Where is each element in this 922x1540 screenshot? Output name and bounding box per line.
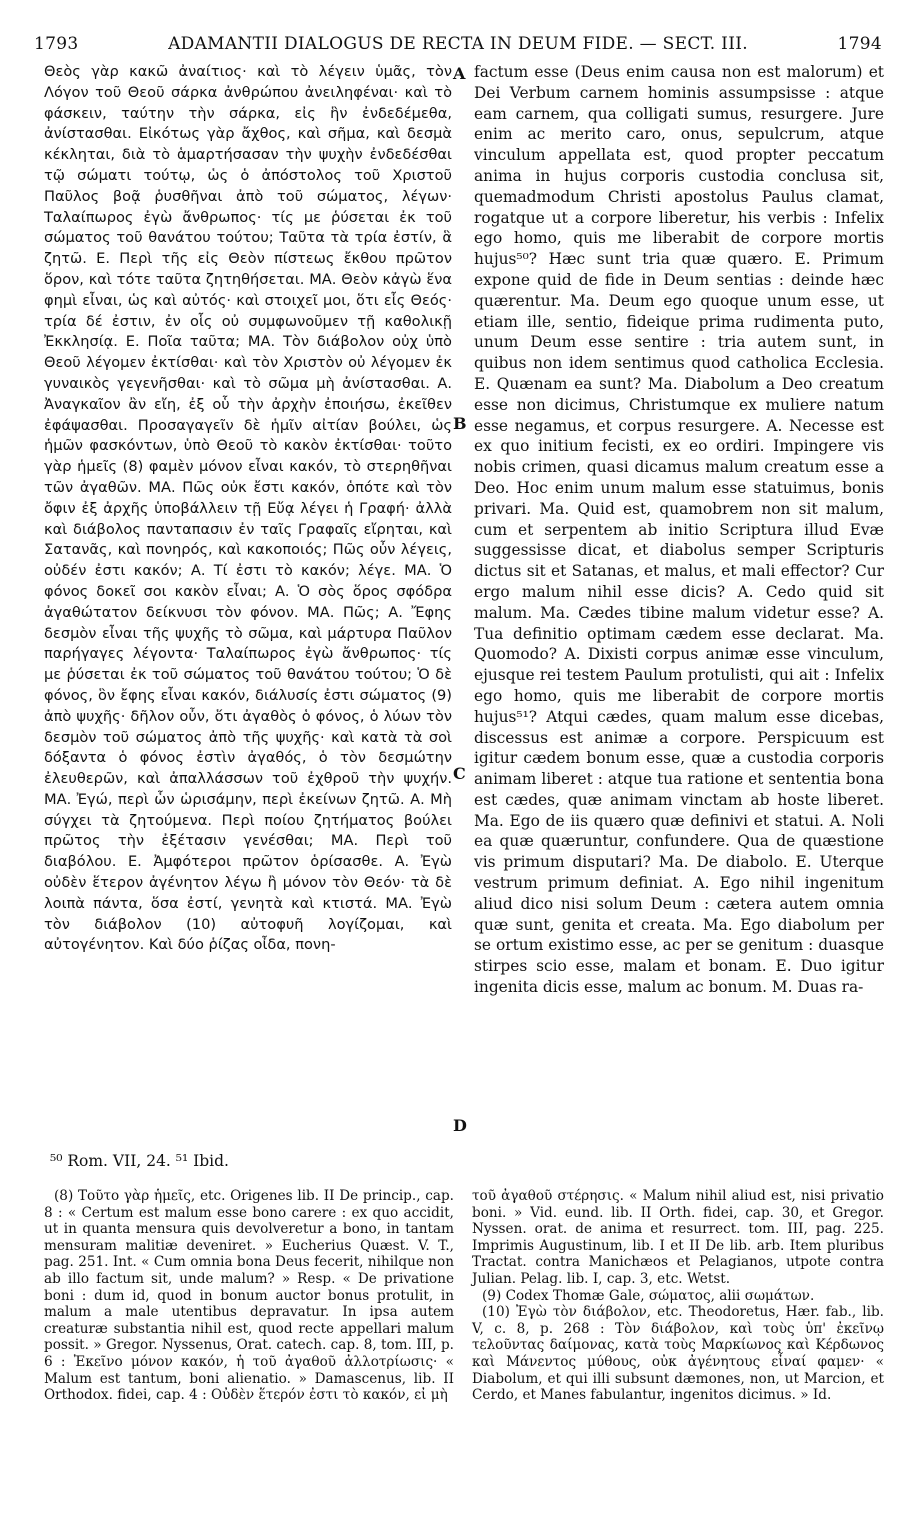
note-10: (10) Ἐγὼ τὸν διάβολον, etc. Theodoretus, Hær. fab., lib. V, c. 8, p. 268 : Τὸν διάβολον, καὶ τοὺς ὑπ' ἐκεῖνῳ τελοῦντας δαίμονας, κατὰ τοὺς Μαρκίωνος καὶ Κέρδωνος καὶ Μάνεντος μύθους, οὐκ ἀγένητους εἶναί φαμεν· « Diabolum, et qui illi subsunt dæmones, non, ut Marcion, et Cerdo, et Manes fabulantur, ingenitos dicimus. » Id. — [472, 1304, 884, 1404]
page-number-right: 1794 — [837, 34, 882, 54]
running-header — [34, 34, 882, 56]
margin-letter-d: D — [453, 1116, 467, 1135]
latin-paragraph: factum esse (Deus enim causa non est malorum) et Dei Verbum carnem hominis assumpsisse : atque eam carnem, qua colligati sumus, resurgere. Jure enim ac merito caro, onus, sepulcrum, atque vinculum appellata est, quod propter peccatum anima in hujus corporis custodia conclusa sit, quemadmodum Christi apostolus Paulus clamat, rogatque ut a corpore liberetur, his verbis : Infelix ego homo, quis me liberabit de corpore mortis hujus⁵⁰? Hæc sunt tria quæ quæro. E. Primum expone quid de fide in Deum sentias : deinde hæc quærentur. Ma. Deum ego quoque unum esse, ut etiam ille, sentio, fideique prima rudimenta puto, unum Deum esse sentire : tria autem sunt, in quibus non idem sentimus quod catholica Ecclesia. E. Quænam ea sunt? Ma. Diabolum a Deo creatum esse non dicimus, Christumque ex muliere natum esse negamus, et corpus resurgere. A. Necesse est ex quo initium fecisti, ex eo ordiri. Impingere vis nobis crimen, quasi dicamus malum creatum esse a Deo. Hoc enim unum malum esse statuimus, bonis privari. Ma. Quid est, quamobrem non sit malum, cum et serpentem ab initio Scriptura illud Evæ suggessisse dicat, et diabolus semper Scripturis dictus sit et Satanas, et malus, et mali effector? Cur ergo malum nihil esse dicis? A. Cedo quid sit malum. Ma. Cædes tibine malum videtur esse? A. Tua definitio optimam cædem esse declarat. Ma. Quomodo? A. Dixisti corpus animæ esse vinculum, ejusque rei testem Paulum protulisti, qui ait : Infelix ego homo, quis me liberabit de corpore mortis hujus⁵¹? Atqui cædes, quam malum esse dicebas, discessus est animæ a corpore. Perspicuum est igitur cædem bonum esse, quæ a custodia corporis animam liberet : atque tua ratione et sententia bona est cædes, quæ animam vinctam ab hoste liberet. Ma. Ego de iis quæro quæ definivi et statui. A. Noli ea quæ quæruntur, confundere. Qua de quæstione vis primum disputari? Ma. De diabolo. E. Uterque vestrum primum definiat. A. Ego nihil ingenitum aliud dico nisi solum Deum : cætera autem omnia quæ sunt, genita et creata. Ma. Ego diabolum per se ortum existimo esse, ac per se genitum : duasque stirpes scio esse, malam et bonam. E. Duo igitur ingenita dicis esse, malum ac bonum. M. Duas ra- — [474, 63, 884, 997]
notes-left-column — [44, 1188, 454, 1404]
greek-text-column — [44, 62, 452, 956]
latin-text-column — [474, 62, 884, 998]
page-number-left: 1793 — [34, 34, 79, 54]
scripture-footnotes: ⁵⁰ Rom. VII, 24. ⁵¹ Ibid. — [50, 1152, 229, 1170]
margin-letter-a: A — [453, 64, 466, 83]
running-title: ADAMANTII DIALOGUS DE RECTA IN DEUM FIDE. — SECT. III. — [168, 34, 748, 54]
note-9: (9) Codex Thomæ Gale, σώματος, alii σωμάτων. — [482, 1287, 815, 1304]
note-8-continued: τοῦ ἀγαθοῦ στέρησις. « Malum nihil aliud est, nisi privatio boni. » Vid. eund. lib. II Orth. fidei, cap. 30, et Gregor. Nyssen. orat. de anima et resurrect. tom. III, pag. 225. Imprimis Augustinum, lib. I et II De lib. arb. Item pluribus Tractat. contra Manichæos et Pelagianos, utpote contra Julian. Pelag. lib. I, cap. 3, etc. Wetst. — [472, 1188, 884, 1287]
note-8: (8) Τοῦτο γὰρ ἡμεῖς, etc. Origenes lib. II De princip., cap. 8 : « Certum est malum esse bono carere : ex quo accidit, ut in quanta mensura quis devolveretur a bono, in tantam mensuram malitiæ deveniret. » Eucherius Quæst. V. T., pag. 251. Int. « Cum omnia bona Deus fecerit, nihilque non ab illo factum sit, unde malum? » Resp. « De privatione boni : dum id, quod in bonum auctor bonus protulit, in malum a male utentibus depravatur. In ipsa autem creaturæ substantia nihil est, quod recte appellari malum possit. » Gregor. Nyssenus, Orat. catech. cap. 8, tom. III, p. 6 : Ἐκεῖνο μόνον κακόν, ἡ τοῦ ἀγαθοῦ ἀλλοτρίωσις· « Malum est tantum, boni alienatio. » Damascenus, lib. II Orthodox. fidei, cap. 4 : Οὐδὲν ἕτερόν ἐστι τὸ κακόν, εἰ μὴ — [44, 1188, 454, 1404]
greek-paragraph: Θεὸς γὰρ κακῶ ἀναίτιος· καὶ τὸ λέγειν ὑμᾶς, τὸν Λόγον τοῦ Θεοῦ σάρκα ἀνθρώπου ἀνειληφέναι· καὶ τὸ φάσκειν, ταύτην τὴν σάρκα, εἰς ἣν ἐνδεδέμεθα, ἀνίστασθαι. Εἰκότως γὰρ ἄχθος, καὶ σῆμα, καὶ δεσμὰ κέκληται, διὰ τὸ ἁμαρτήσασαν τὴν ψυχὴν ἐνδεδέσθαι τῷ σώματι τούτῳ, ὡς ὁ ἀπόστολος τοῦ Χριστοῦ Παῦλος βοᾷ ῥυσθῆναι ἀπὸ τοῦ σώματος, λέγων· Ταλαίπωρος ἐγὼ ἄνθρωπος· τίς με ῥύσεται ἐκ τοῦ σώματος τοῦ θανάτου τούτου; Ταῦτα τὰ τρία ἐστίν, ἃ ζητῶ. Ε. Περὶ τῆς εἰς Θεὸν πίστεως ἔκθου πρῶτον ὅρον, καὶ τότε ταῦτα ζητηθήσεται. ΜΑ. Θεὸν κἀγὼ ἕνα φημὶ εἶναι, ὡς καὶ αὐτός· καὶ στοιχεῖ μοι, ὅτι εἷς Θεός· τρία δέ ἐστιν, ἐν οἷς οὐ συμφωνοῦμεν τῇ καθολικῇ Ἐκκλησίᾳ. Ε. Ποῖα ταῦτα; ΜΑ. Τὸν διάβολον οὐχ ὑπὸ Θεοῦ λέγομεν ἐκτίσθαι· καὶ τὸν Χριστὸν οὐ λέγομεν ἐκ γυναικὸς γεγενῆσθαι· καὶ τὸ σῶμα μὴ ἀνίστασθαι. Α. Ἀναγκαῖον ἂν εἴη, ἐξ οὗ τὴν ἀρχὴν ἐποιήσω, ἐκεῖθεν ἐφάψασθαι. Προσαγαγεῖν δὲ ἡμῖν αἰτίαν βούλει, ὡς ἡμῶν φασκόντων, ὑπὸ Θεοῦ τὸ κακὸν ἐκτίσθαι· τοῦτο γὰρ ἡμεῖς (8) φαμὲν μόνον εἶναι κακόν, τὸ στερηθῆναι τῶν ἀγαθῶν. ΜΑ. Πῶς οὐκ ἔστι κακόν, ὁπότε καὶ τὸν ὄφιν ἐξ ἀρχῆς ὑποβάλλειν τῇ Εὔᾳ λέγει ἡ Γραφή· ἀλλὰ καὶ διάβολος πανταπασιν ἐν ταῖς Γραφαῖς εἴρηται, καὶ Σατανᾶς, καὶ πονηρός, καὶ κακοποιός; Πῶς οὖν λέγεις, οὐδέν ἐστι κακόν; Α. Τί ἐστι τὸ κακόν; λέγε. ΜΑ. Ὁ φόνος δοκεῖ σοι κακὸν εἶναι; Α. Ὁ σὸς ὅρος σφόδρα ἀγαθώτατον δείκνυσι τὸν φόνον. ΜΑ. Πῶς; Α. Ἔφης δεσμὸν εἶναι τῆς ψυχῆς τὸ σῶμα, καὶ μάρτυρα Παῦλον παρήγαγες λέγοντα· Ταλαίπωρος ἐγὼ ἄνθρωπος· τίς με ῥύσεται ἐκ τοῦ σώματος τοῦ θανάτου τούτου; Ὁ δὲ φόνος, ὃν ἔφης εἶναι κακόν, διάλυσίς ἐστι σώματος (9) ἀπὸ ψυχῆς· δῆλον οὖν, ὅτι ἀγαθὸς ὁ φόνος, ὁ λύων τὸν δεσμὸν τοῦ σώματος ἀπὸ τῆς ψυχῆς· καὶ κατὰ τὰ σοὶ δόξαντα ὁ φόνος ἐστὶν ἀγαθός, ὁ τὸν δεσμώτην ἐλευθερῶν, καὶ ἀπαλλάσσων τοῦ ἐχθροῦ τὴν ψυχήν. ΜΑ. Ἐγώ, περὶ ὧν ὡρισάμην, περὶ ἐκείνων ζητῶ. Α. Μὴ σύγχει τὰ ζητούμενα. Περὶ ποίου ζητήματος βούλει πρῶτος τὴν ἐξέτασιν γενέσθαι; ΜΑ. Περὶ τοῦ διαβόλου. Ε. Ἀμφότεροι πρῶτον ὁρίσασθε. Α. Ἐγὼ οὐδὲν ἕτερον ἀγένητον λέγω ἢ μόνον τὸν Θεόν· τὰ δὲ λοιπὰ πάντα, ὅσα ἐστί, γενητὰ καὶ κτιστά. ΜΑ. Ἐγὼ τὸν διάβολον (10) αὐτοφυῆ λογίζομαι, καὶ αὐτογένητον. Καὶ δύο ῥίζας οἶδα, πονη- — [44, 63, 452, 954]
margin-letter-c: C — [453, 764, 466, 783]
notes-right-column — [472, 1188, 884, 1404]
margin-letter-b: B — [453, 414, 467, 433]
